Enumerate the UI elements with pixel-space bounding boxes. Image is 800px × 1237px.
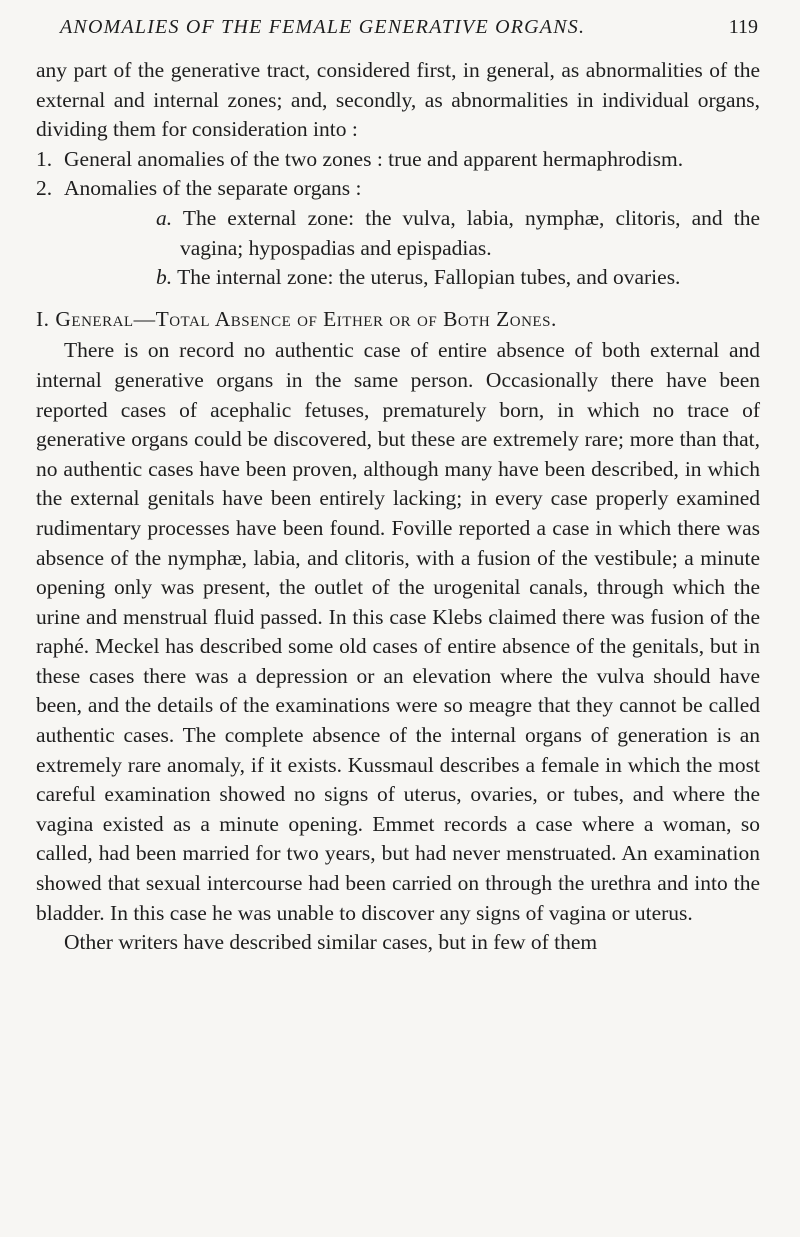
page-number: 119 [728,16,758,38]
intro-paragraph: any part of the generative tract, considered first, in general, as abnormalities of the external and internal zones; and, secondly, as abnormalities in individual organs, dividing them for consideration into : [36,58,760,142]
running-head-title: ANOMALIES OF THE FEMALE GENERATIVE ORGANS. [60,16,586,38]
outline-subitem-a-label: a. [156,205,173,230]
body-paragraph-2: Other writers have described similar cases, but in few of them [64,930,598,955]
outline-item-2-text: Anomalies of the separate organs : [64,176,362,201]
outline-item-1 [36,145,760,175]
body-paragraph-1: There is on record no authentic case of entire absence of both external and internal generative organs in the same person. Occasionally there have been reported cases of acephalic fetuses, prematurely born, in which no trace of generative organs could be discovered, but these are extremely rare; more than that, no authentic cases have been proven, although many have been described, in which the external genitals have been entirely lacking; in every case properly examined rudimentary processes have been found. Foville reported a case in which there was absence of the nymphæ, labia, and clitoris, with a fusion of the vestibule; a minute opening only was present, the outlet of the urogenital canals, through which the urine and menstrual fluid passed. In this case Klebs claimed there was fusion of the raphé. Meckel has described some old cases of entire absence of the genitals, but in these cases there was a depression or an elevation where the vulva should have been, and the details of the examinations were so meagre that they cannot be called authentic cases. The complete absence of the internal organs of generation is an extremely rare anomaly, if it exists. Kussmaul describes a female in which the most careful examination showed no signs of uterus, ovaries, or tubes, and where the vagina existed as a minute opening. Emmet records a case where a woman, so called, had been married for two years, but had never menstruated. An examination showed that sexual intercourse had been carried on through the urethra and into the bladder. In this case he was unable to discover any signs of vagina or uterus. [36,338,760,925]
outline-item-2-label: 2. [36,176,53,201]
outline-subitem-a [36,204,760,263]
page-body [36,56,760,958]
outline-item-2 [36,174,760,204]
outline-subitem-b [36,263,760,293]
outline-item-1-text: General anomalies of the two zones : true and apparent hermaphrodism. [64,146,684,171]
outline-subitem-b-label: b. [156,265,173,290]
running-head [60,14,760,40]
outline-subitem-b-text: The internal zone: the uterus, Fallopian tubes, and ovaries. [177,265,681,290]
outline-item-1-label: 1. [36,146,53,171]
section-heading: I. General—Total Absence of Either or of Both Zones. [36,306,557,331]
outline-subitem-a-text: The external zone: the vulva, labia, nymphæ, clitoris, and the vagina; hypospadias and epispadias. [180,205,760,260]
